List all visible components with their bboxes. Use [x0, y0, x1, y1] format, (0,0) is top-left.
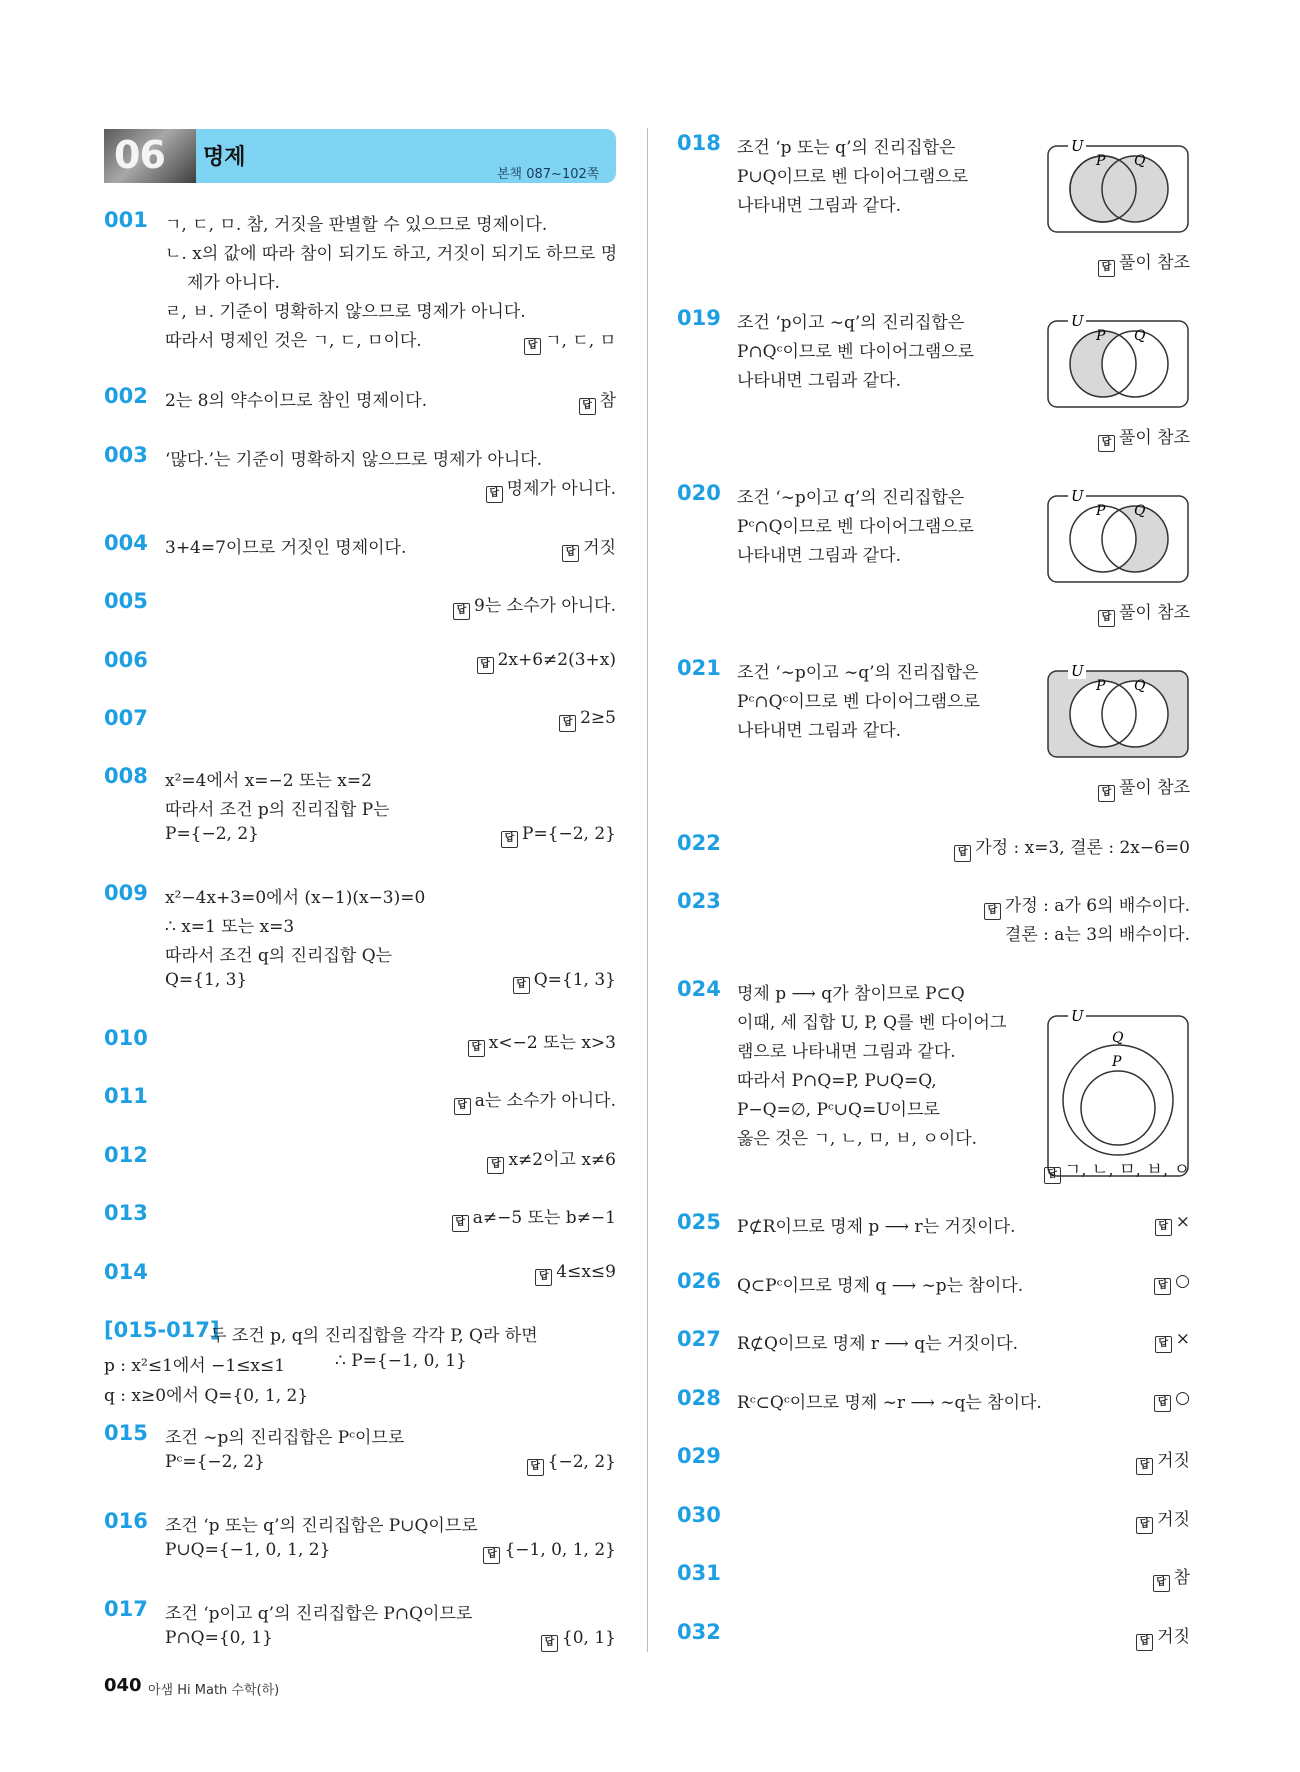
problem-number: 032 [677, 1620, 721, 1644]
solution-line: ㄱ, ㄷ, ㅁ. 참, 거짓을 판별할 수 있으므로 명제이다. [165, 215, 548, 235]
answer-text: 풀이 참조 [1118, 428, 1190, 448]
solution-line: 3+4=7이므로 거짓인 명제이다. [165, 538, 407, 558]
problem-number: 008 [104, 764, 148, 788]
solution-line: 나타내면 그림과 같다. [737, 371, 902, 391]
problem-number: 023 [677, 889, 721, 913]
solution-line: P∩Qᶜ이므로 벤 다이어그램으로 [737, 342, 974, 362]
answer-text: × [1175, 1329, 1190, 1349]
answer-icon: 답 [535, 1269, 552, 1286]
problem-number: 026 [677, 1269, 721, 1293]
answer-text: a≠−5 또는 b≠−1 [472, 1208, 616, 1228]
answer-text: 거짓 [1157, 1451, 1190, 1471]
solution-line: 조건 ‘p 또는 q’의 진리집합은 P∪Q이므로 [165, 1516, 478, 1536]
answer [559, 708, 616, 732]
problem-number: 013 [104, 1201, 148, 1225]
answer-icon: 답 [954, 845, 971, 862]
answer [1098, 423, 1190, 452]
solution-line: 나타내면 그림과 같다. [737, 546, 902, 566]
solution-line: 조건 ‘∼p이고 q’의 진리집합은 [737, 488, 965, 508]
answer [535, 1262, 616, 1286]
venn-label-p: P [1096, 678, 1106, 694]
group-line: p : x²≤1에서 −1≤x≤1 [104, 1356, 286, 1376]
answer [562, 533, 616, 562]
answer [1136, 1446, 1190, 1475]
answer-text: ○ [1175, 1271, 1190, 1291]
answer [1098, 248, 1190, 277]
solution-line: 조건 ‘p이고 ∼q’의 진리집합은 [737, 313, 965, 333]
answer [513, 970, 616, 994]
answer-text: 거짓 [1157, 1627, 1190, 1647]
answer-icon: 답 [984, 903, 1001, 920]
answer-icon: 답 [487, 1157, 504, 1174]
answer [541, 1628, 616, 1652]
answer-text: {−2, 2} [547, 1452, 616, 1472]
answer-text: a는 소수가 아니다. [474, 1091, 616, 1111]
answer-icon: 답 [483, 1547, 500, 1564]
answer-icon: 답 [579, 398, 596, 415]
problem-number: 012 [104, 1143, 148, 1167]
answer-icon: 답 [1153, 1575, 1170, 1592]
solution-line: 이때, 세 집합 U, P, Q를 벤 다이어그 [737, 1013, 1007, 1033]
chapter-photo [104, 129, 196, 183]
answer-icon: 답 [1044, 1167, 1061, 1184]
answer-icon: 답 [1155, 1336, 1172, 1353]
solution-line: 제가 아니다. [187, 273, 280, 293]
solution-line: Q⊂Pᶜ이므로 명제 q ⟶ ∼p는 참이다. [737, 1276, 1024, 1296]
answer-text: 가정 : a가 6의 배수이다. [1004, 896, 1190, 916]
solution-line: ㄴ. x의 값에 따라 참이 되기도 하고, 거짓이 되기도 하므로 명 [165, 244, 618, 264]
answer-continued: 결론 : a는 3의 배수이다. [1004, 925, 1190, 945]
group-intro: 두 조건 p, q의 진리집합을 각각 P, Q라 하면 [210, 1326, 538, 1346]
venn-diagram-p-minus-q [1046, 313, 1190, 409]
answer-icon: 답 [562, 545, 579, 562]
solution-line: 따라서 조건 q의 진리집합 Q는 [165, 946, 393, 966]
group-line: q : x≥0에서 Q={0, 1, 2} [104, 1386, 309, 1406]
answer-text: 참 [599, 391, 616, 411]
answer-text: {−1, 0, 1, 2} [504, 1540, 616, 1560]
answer-icon: 답 [1154, 1278, 1171, 1295]
answer [468, 1028, 616, 1057]
answer-text: Q={1, 3} [533, 970, 616, 990]
answer-icon: 답 [454, 1098, 471, 1115]
venn-diagram-union [1046, 138, 1190, 234]
answer-text: 가정 : x=3, 결론 : 2x−6=0 [975, 838, 1190, 858]
problem-number: 024 [677, 977, 721, 1001]
solution-line: Rᶜ⊂Qᶜ이므로 명제 ∼r ⟶ ∼q는 참이다. [737, 1393, 1042, 1413]
problem-number: 016 [104, 1509, 148, 1533]
answer-icon: 답 [1136, 1517, 1153, 1534]
solution-line: Q={1, 3} [165, 970, 248, 990]
problem-number: 007 [104, 706, 148, 730]
answer-icon: 답 [1098, 610, 1115, 627]
answer-icon: 답 [513, 977, 530, 994]
solution-line: Pᶜ∩Qᶜ이므로 벤 다이어그램으로 [737, 692, 980, 712]
answer [1044, 1155, 1190, 1184]
solution-line: x²−4x+3=0에서 (x−1)(x−3)=0 [165, 888, 426, 908]
solution-line: Pᶜ∩Q이므로 벤 다이어그램으로 [737, 517, 974, 537]
problem-number: 019 [677, 306, 721, 330]
problem-number: 003 [104, 443, 148, 467]
answer [1155, 1329, 1190, 1353]
solution-line: R⊄Q이므로 명제 r ⟶ q는 거짓이다. [737, 1334, 1019, 1354]
chapter-reference: 본책 087~102쪽 [497, 167, 600, 182]
problem-number: 022 [677, 831, 721, 855]
venn-label-u: U [1071, 138, 1084, 155]
problem-number: 021 [677, 656, 721, 680]
problem-number: 028 [677, 1386, 721, 1410]
answer-icon: 답 [527, 1459, 544, 1476]
problem-number: 005 [104, 589, 148, 613]
answer-icon: 답 [452, 1215, 469, 1232]
answer [984, 891, 1190, 920]
answer [483, 1540, 616, 1564]
answer-text: 9는 소수가 아니다. [474, 596, 616, 616]
problem-number: 015 [104, 1421, 148, 1445]
answer [1098, 773, 1190, 802]
venn-diagram-subset [1046, 1008, 1190, 1178]
answer-icon: 답 [453, 603, 470, 620]
venn-label-u: U [1071, 1008, 1084, 1025]
answer-text: 풀이 참조 [1118, 603, 1190, 623]
answer-text: 거짓 [583, 538, 616, 558]
venn-diagram-q-minus-p [1046, 488, 1190, 584]
column-divider [647, 128, 648, 1652]
venn-label-q: Q [1134, 153, 1146, 169]
answer-icon: 답 [541, 1635, 558, 1652]
answer [527, 1452, 616, 1476]
answer [1136, 1505, 1190, 1534]
venn-label-p: P [1096, 153, 1106, 169]
solution-line: 램으로 나타내면 그림과 같다. [737, 1042, 956, 1062]
solution-line: 따라서 조건 p의 진리집합 P는 [165, 800, 390, 820]
group-line: ∴ P={−1, 0, 1} [335, 1351, 467, 1371]
solution-line: x²=4에서 x=−2 또는 x=2 [165, 771, 372, 791]
answer-text: x≠2이고 x≠6 [508, 1150, 616, 1170]
answer-text: P={−2, 2} [522, 824, 616, 844]
answer [1154, 1271, 1190, 1295]
answer-icon: 답 [1155, 1219, 1172, 1236]
solution-line: 2는 8의 약수이므로 참인 명제이다. [165, 391, 428, 411]
solution-line: P∪Q={−1, 0, 1, 2} [165, 1540, 331, 1560]
problem-number: 030 [677, 1503, 721, 1527]
problem-number: 014 [104, 1260, 148, 1284]
problem-number: 020 [677, 481, 721, 505]
answer [452, 1203, 616, 1232]
chapter-number: 06 [114, 133, 165, 177]
solution-line: P∪Q이므로 벤 다이어그램으로 [737, 167, 969, 187]
answer-text: 참 [1173, 1568, 1190, 1588]
venn-label-q: Q [1112, 1030, 1124, 1046]
solution-line: ‘많다.’는 기준이 명확하지 않으므로 명제가 아니다. [165, 450, 543, 470]
answer-text: × [1175, 1212, 1190, 1232]
problem-number: 017 [104, 1597, 148, 1621]
solution-line: 조건 ‘p이고 q’의 진리집합은 P∩Q이므로 [165, 1604, 473, 1624]
venn-label-q: Q [1134, 678, 1146, 694]
chapter-title: 명제 [203, 145, 246, 170]
answer [1136, 1622, 1190, 1651]
venn-label-p: P [1096, 328, 1106, 344]
solution-line: 조건 ∼p의 진리집합은 Pᶜ이므로 [165, 1428, 405, 1448]
solution-line: 따라서 P∩Q=P, P∪Q=Q, [737, 1071, 937, 1091]
solution-line: P={−2, 2} [165, 824, 259, 844]
answer-text: {0, 1} [561, 1628, 616, 1648]
problem-number: 006 [104, 648, 148, 672]
page-number: 040 [104, 1675, 142, 1696]
venn-label-p: P [1112, 1054, 1122, 1070]
solution-line: P−Q=∅, Pᶜ∪Q=U이므로 [737, 1100, 940, 1120]
answer [954, 833, 1190, 862]
problem-number: 025 [677, 1210, 721, 1234]
answer [524, 326, 616, 355]
solution-line: Pᶜ={−2, 2} [165, 1452, 265, 1472]
answer-icon: 답 [1136, 1634, 1153, 1651]
problem-number: 029 [677, 1444, 721, 1468]
answer-text: ㄱ, ㄷ, ㅁ [545, 331, 616, 351]
venn-label-u: U [1071, 663, 1084, 680]
answer-icon: 답 [524, 338, 541, 355]
solution-line: 나타내면 그림과 같다. [737, 196, 902, 216]
answer-icon: 답 [1098, 435, 1115, 452]
solution-line: P∩Q={0, 1} [165, 1628, 273, 1648]
problem-number: 031 [677, 1561, 721, 1585]
venn-label-u: U [1071, 313, 1084, 330]
problem-number: 001 [104, 208, 148, 232]
answer-text: 풀이 참조 [1118, 253, 1190, 273]
answer [1155, 1212, 1190, 1236]
problem-number: 009 [104, 881, 148, 905]
venn-label-p: P [1096, 503, 1106, 519]
venn-label-q: Q [1134, 328, 1146, 344]
answer-icon: 답 [559, 715, 576, 732]
answer [1154, 1388, 1190, 1412]
venn-label-q: Q [1134, 503, 1146, 519]
answer [1153, 1563, 1190, 1592]
problem-number: 010 [104, 1026, 148, 1050]
answer [501, 824, 616, 848]
solution-line: 조건 ‘p 또는 q’의 진리집합은 [737, 138, 956, 158]
answer [1098, 598, 1190, 627]
answer-text: 2x+6≠2(3+x) [497, 650, 616, 670]
answer-icon: 답 [1098, 785, 1115, 802]
answer-icon: 답 [1098, 260, 1115, 277]
answer-icon: 답 [1154, 1395, 1171, 1412]
answer-icon: 답 [468, 1040, 485, 1057]
problem-number: 002 [104, 384, 148, 408]
group-label: [015-017] [104, 1318, 220, 1342]
solution-line: ㄹ, ㅂ. 기준이 명확하지 않으므로 명제가 아니다. [165, 302, 526, 322]
solution-line: 조건 ‘∼p이고 ∼q’의 진리집합은 [737, 663, 979, 683]
answer-text: 2≥5 [580, 708, 616, 728]
answer-icon: 답 [1136, 1458, 1153, 1475]
answer-text: 풀이 참조 [1118, 778, 1190, 798]
answer-text: 거짓 [1157, 1510, 1190, 1530]
answer-icon: 답 [486, 486, 503, 503]
solution-line: 명제 p ⟶ q가 참이므로 P⊂Q [737, 984, 965, 1004]
answer [487, 1145, 616, 1174]
solution-line: 옳은 것은 ㄱ, ㄴ, ㅁ, ㅂ, ㅇ이다. [737, 1129, 978, 1149]
answer [453, 591, 616, 620]
problem-number: 018 [677, 131, 721, 155]
answer-text: 4≤x≤9 [556, 1262, 616, 1282]
answer-text: ○ [1175, 1388, 1190, 1408]
solution-line: 따라서 명제인 것은 ㄱ, ㄷ, ㅁ이다. [165, 331, 422, 351]
answer-text: x<−2 또는 x>3 [488, 1033, 616, 1053]
problem-number: 027 [677, 1327, 721, 1351]
problem-number: 011 [104, 1084, 148, 1108]
answer-text: ㄱ, ㄴ, ㅁ, ㅂ, ㅇ [1064, 1160, 1190, 1180]
answer-icon: 답 [501, 831, 518, 848]
answer-icon: 답 [477, 657, 494, 674]
problem-number: 004 [104, 531, 148, 555]
book-title: 아샘 Hi Math 수학(하) [148, 1683, 280, 1698]
answer-text: 명제가 아니다. [506, 479, 616, 499]
answer [454, 1086, 616, 1115]
venn-label-u: U [1071, 488, 1084, 505]
answer [579, 386, 616, 415]
solution-line: P⊄R이므로 명제 p ⟶ r는 거짓이다. [737, 1217, 1016, 1237]
answer [477, 650, 616, 674]
venn-diagram-complement [1046, 663, 1190, 759]
answer [486, 474, 616, 503]
solution-line: ∴ x=1 또는 x=3 [165, 917, 295, 937]
solution-line: 나타내면 그림과 같다. [737, 721, 902, 741]
